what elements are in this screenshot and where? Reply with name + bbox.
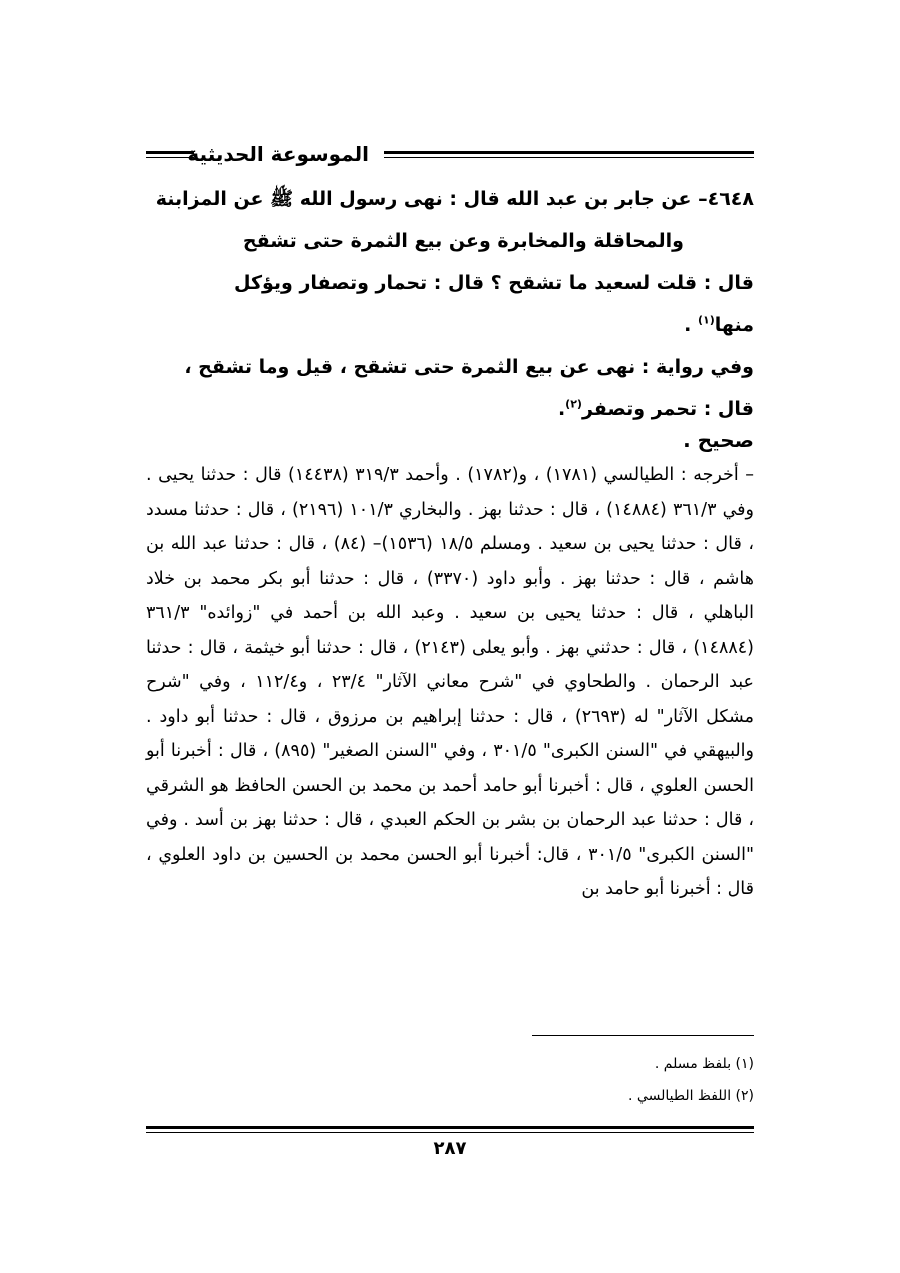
footnote-ref-2: (٢) — [565, 397, 582, 411]
hadith-line-3: قال : قلت لسعيد ما تشقح ؟ قال : تحمار وتصفار ويؤكل — [234, 272, 754, 294]
footnote-separator — [532, 1035, 754, 1036]
hadith-line-6-end: . — [557, 398, 566, 420]
hadith-line-5: وفي رواية : نهى عن بيع الثمرة حتى تشقح ، قيل وما تشقح ، — [184, 356, 754, 378]
hadith-text — [146, 178, 754, 430]
footnote-ref-1: (١) — [698, 313, 715, 327]
page-number: ٢٨٧ — [433, 1138, 467, 1159]
hadith-line-1: ٤٦٤٨– عن جابر بن عبد الله قال : نهى رسول الله ﷺ عن المزابنة — [155, 188, 754, 210]
hadith-line-6-text: قال : تحمر وتصفر — [581, 398, 754, 420]
footnote-1: (١) بلفظ مسلم . — [654, 1056, 754, 1072]
running-header — [146, 140, 754, 168]
hadith-line-4-text: منها — [714, 314, 754, 336]
header-title: الموسوعة الحديثية — [187, 142, 369, 166]
takhrij-paragraph: – أخرجه : الطيالسي (١٧٨١) ، و(١٧٨٢) . وأحمد ٣١٩/٣ (١٤٤٣٨) قال : حدثنا يحيى . وفي ٣٦١/٣ (١٤٨٨٤) ، قال : حدثنا بهز . والبخاري ١٠١/٣ (٢١٩٦) ، قال : حدثنا مسدد ، قال : حدثنا يحيى بن سعيد . ومسلم ١٨/٥ (١٥٣٦)– (٨٤) ، قال : حدثنا عبد الله بن هاشم ، قال : حدثنا بهز . وأبو داود (٣٣٧٠) ، قال : حدثنا أبو بكر محمد بن خلاد الباهلي ، قال : حدثنا يحيى بن سعيد . وعبد الله بن أحمد في "زوائده" ٣٦١/٣ (١٤٨٨٤) ، قال : حدثني بهز . وأبو يعلى (٢١٤٣) ، قال : حدثنا أبو خيثمة ، قال : حدثنا عبد الرحمان . والطحاوي في "شرح معاني الآثار" ٢٣/٤ ، و١١٢/٤ ، وفي "شرح مشكل الآثار" له (٢٦٩٣) ، قال : حدثنا إبراهيم بن مرزوق ، قال : حدثنا أبو داود . والبيهقي في "السنن الكبرى" ٣٠١/٥ ، وفي "السنن الصغير" (٨٩٥) ، قال : أخبرنا أبو الحسن العلوي ، قال : أخبرنا أبو حامد أحمد بن محمد بن الحسن الحافظ هو الشرقي ، قال : حدثنا عبد الرحمان بن بشر بن الحكم العبدي ، قال : حدثنا بهز بن أسد . وفي "السنن الكبرى" ٣٠١/٥ ، قال: أخبرنا أبو الحسن محمد بن الحسين بن داود العلوي ، قال : أخبرنا أبو حامد بن — [146, 465, 755, 899]
authenticity-verdict: صحيح . — [683, 428, 754, 452]
hadith-line-2: والمحاقلة والمخابرة وعن بيع الثمرة حتى تشقح — [242, 230, 684, 252]
footnotes — [628, 1048, 754, 1112]
hadith-line-4-end: . — [684, 314, 699, 336]
footnote-2: (٢) اللفظ الطيالسي . — [628, 1088, 754, 1104]
header-rule-right — [384, 151, 754, 158]
hadith-line-4 — [146, 304, 754, 346]
footer-rule — [146, 1126, 754, 1133]
